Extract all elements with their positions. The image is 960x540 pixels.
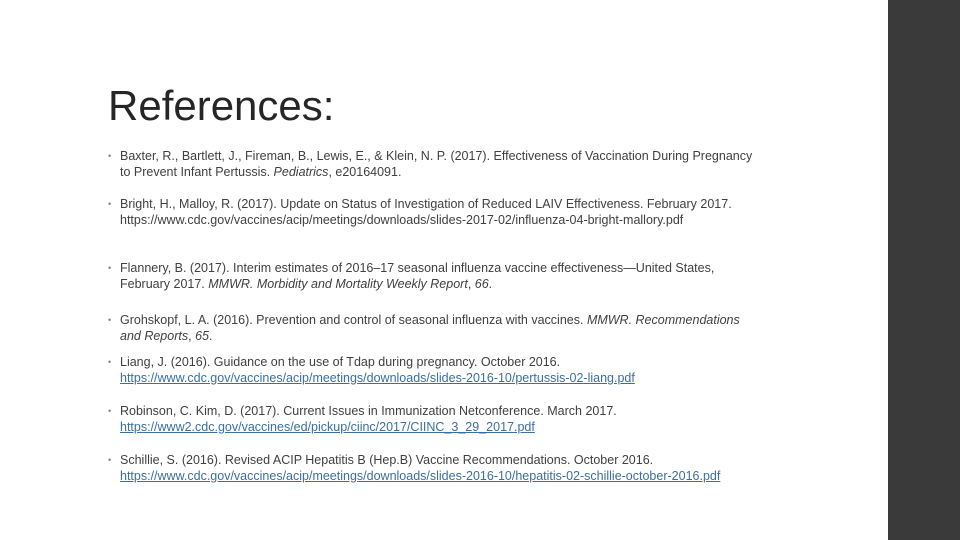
reference-italic-text: 66 xyxy=(474,277,489,291)
reference-link[interactable]: https://www.cdc.gov/vaccines/acip/meetings/downloads/slides-2016-10/hepatitis-02-schillie-october-2016.pdf xyxy=(120,469,721,483)
side-accent-bar xyxy=(888,0,960,540)
bullet-icon: • xyxy=(108,199,112,209)
reference-item xyxy=(108,354,760,386)
reference-text-segment: , xyxy=(467,277,475,291)
reference-item xyxy=(108,452,760,484)
reference-italic-text: MMWR. Recommendations and Reports xyxy=(120,313,740,343)
reference-text xyxy=(120,313,740,343)
reference-text-segment: , e20164091. xyxy=(328,165,402,179)
reference-text-segment: Grohskopf, L. A. (2016). Prevention and control of seasonal influenza with vaccines. xyxy=(120,313,587,327)
reference-text xyxy=(120,197,732,227)
reference-text-segment: , xyxy=(188,329,196,343)
reference-text xyxy=(120,261,714,291)
bullet-icon: • xyxy=(108,406,112,416)
reference-text-segment: Robinson, C. Kim, D. (2017). Current Issues in Immunization Netconference. March 2017. xyxy=(120,404,617,418)
reference-text-segment: . xyxy=(208,329,213,343)
reference-text-segment: Flannery, B. (2017). Interim estimates of 2016–17 seasonal influenza vaccine effectiveness—United States, February 2017. xyxy=(120,261,715,291)
reference-text-segment: Schillie, S. (2016). Revised ACIP Hepatitis B (Hep.B) Vaccine Recommendations. October 2016. xyxy=(120,453,654,467)
reference-item xyxy=(108,260,760,292)
reference-item xyxy=(108,403,760,435)
reference-italic-text: MMWR. Morbidity and Mortality Weekly Report xyxy=(208,277,468,291)
reference-text xyxy=(120,149,752,179)
reference-link[interactable]: https://www2.cdc.gov/vaccines/ed/pickup/ciinc/2017/CIINC_3_29_2017.pdf xyxy=(120,420,535,434)
reference-text-segment: Bright, H., Malloy, R. (2017). Update on Status of Investigation of Reduced LAIV Effectiveness. February 2017. https://www.cdc.gov/vaccines/acip/meetings/downloads/slides-2017-02/influenza-04-bright-mallory.pdf xyxy=(120,197,732,227)
reference-text-segment: Baxter, R., Bartlett, J., Fireman, B., Lewis, E., & Klein, N. P. (2017). Effectiveness of Vaccination During Pregnancy to Prevent Infant Pertussis. xyxy=(120,149,753,179)
reference-text xyxy=(120,404,617,434)
reference-item xyxy=(108,196,760,228)
reference-text-segment: Liang, J. (2016). Guidance on the use of Tdap during pregnancy. October 2016. xyxy=(120,355,561,369)
reference-italic-text: 65 xyxy=(195,329,209,343)
reference-text xyxy=(120,453,720,483)
reference-text xyxy=(120,355,635,385)
bullet-icon: • xyxy=(108,263,112,273)
reference-link[interactable]: https://www.cdc.gov/vaccines/acip/meetings/downloads/slides-2016-10/pertussis-02-liang.pdf xyxy=(120,371,635,385)
bullet-icon: • xyxy=(108,151,112,161)
reference-item xyxy=(108,312,760,344)
slide-title: References: xyxy=(108,82,335,129)
bullet-icon: • xyxy=(108,357,112,367)
bullet-icon: • xyxy=(108,455,112,465)
reference-text-segment: . xyxy=(488,277,493,291)
reference-italic-text: Pediatrics xyxy=(273,165,329,179)
reference-item xyxy=(108,148,760,180)
bullet-icon: • xyxy=(108,315,112,325)
